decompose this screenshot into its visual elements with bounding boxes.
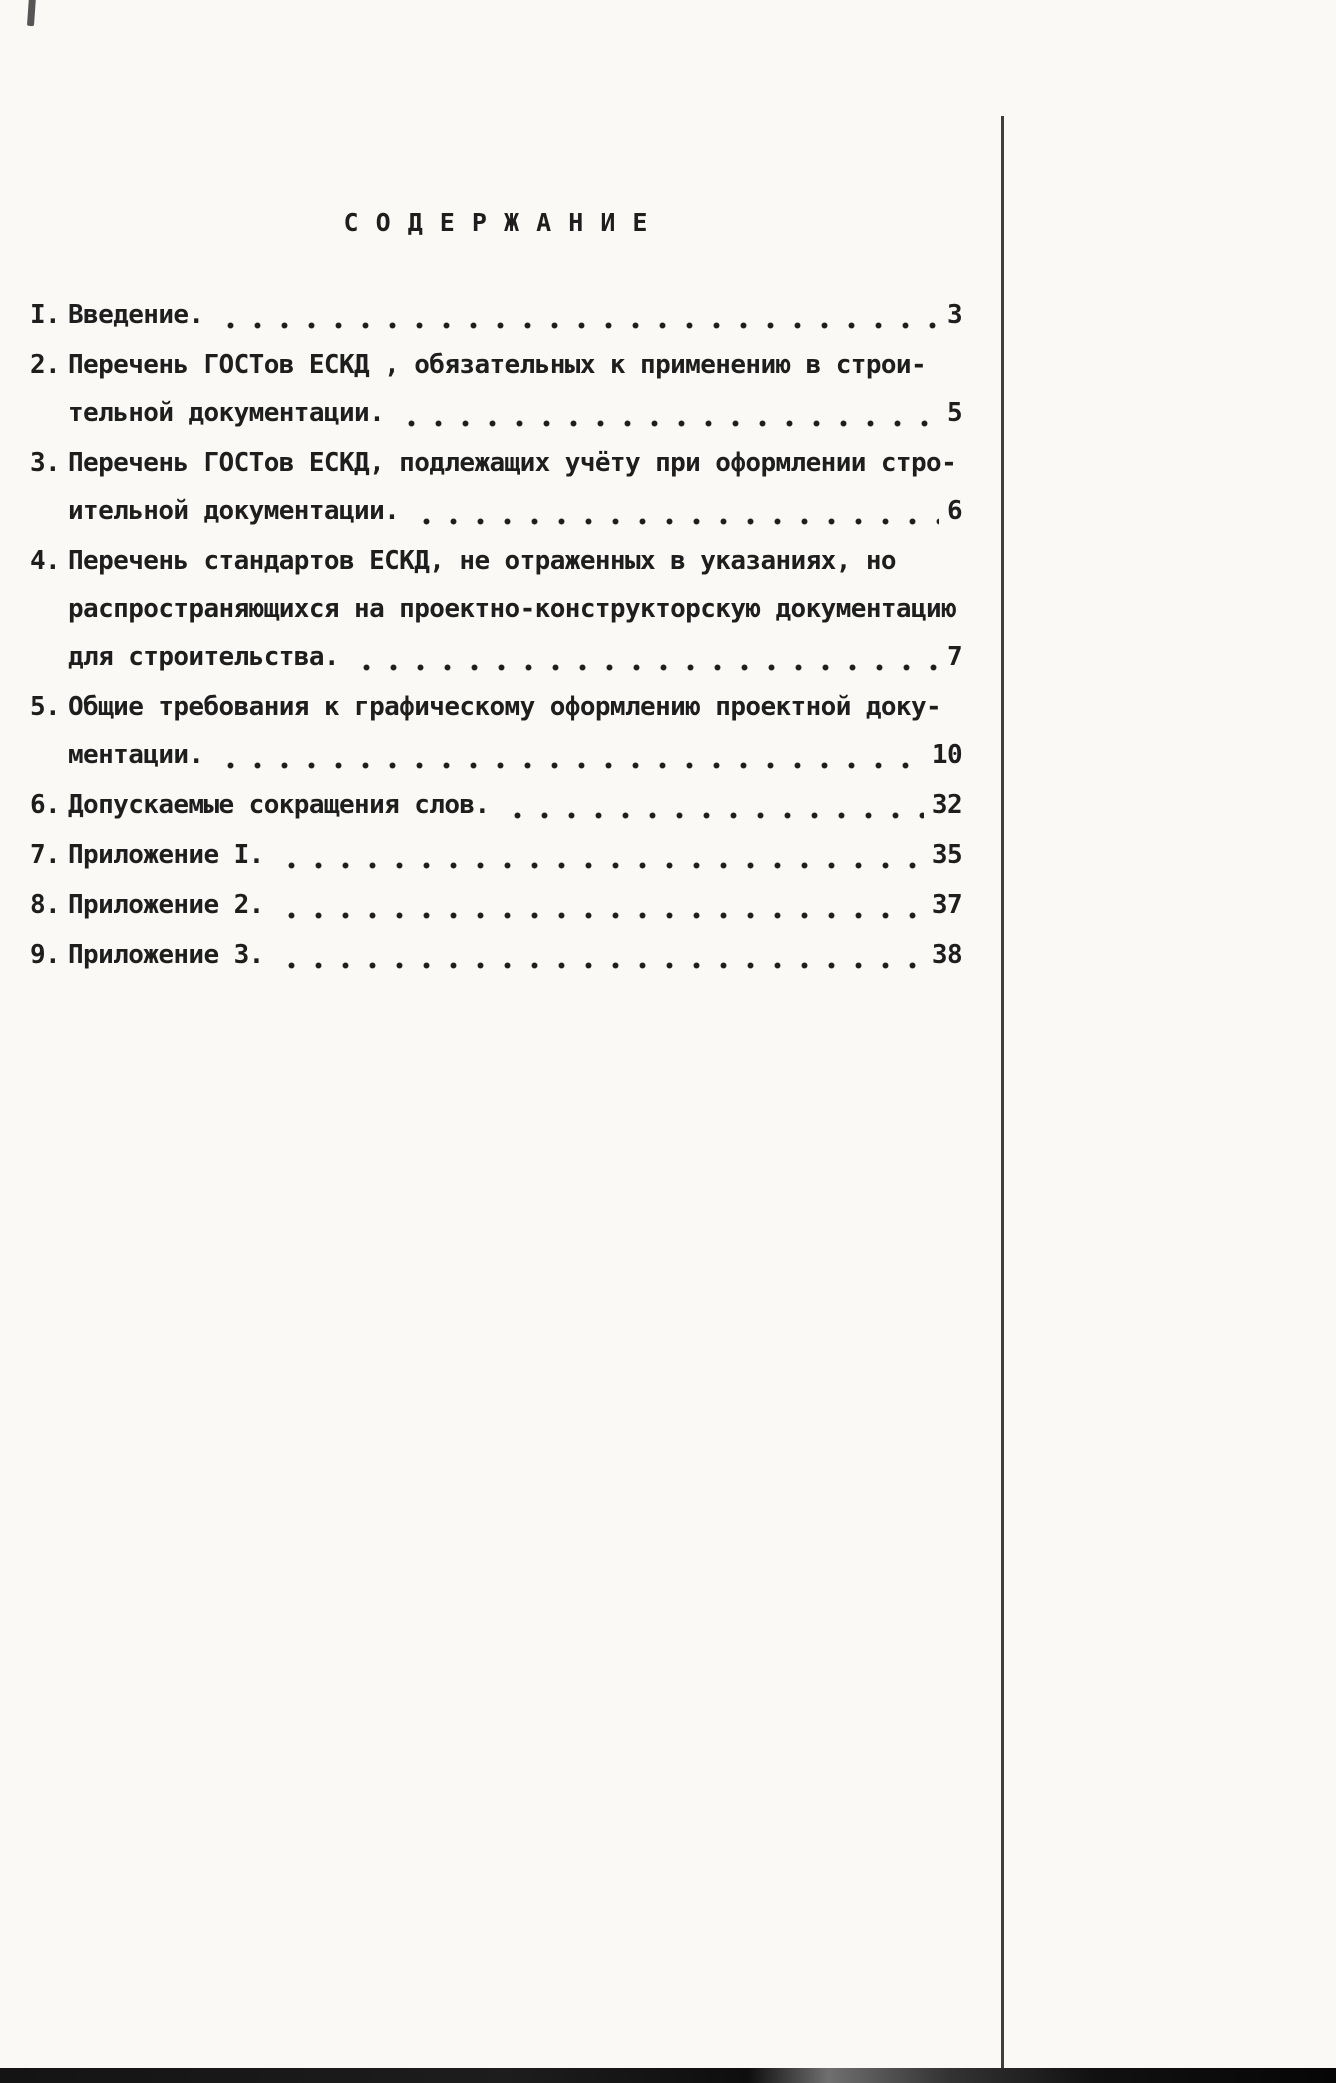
toc-item-text: Допускаемые сокращения слов. bbox=[68, 790, 490, 820]
toc-item-number: 6. bbox=[30, 790, 61, 820]
toc-page-number: 35 bbox=[931, 840, 962, 870]
toc-line bbox=[30, 439, 962, 487]
scan-artifact-bottom-edge bbox=[0, 2068, 1336, 2083]
toc-item bbox=[30, 781, 962, 829]
toc-item bbox=[30, 831, 962, 879]
toc-item bbox=[30, 537, 962, 681]
toc-item-text: Перечень ГОСТов ЕСКД , обязательных к применению в строи- bbox=[68, 350, 927, 380]
toc-line bbox=[30, 831, 962, 879]
toc-content bbox=[30, 208, 962, 981]
dot-leader bbox=[213, 731, 923, 779]
page-title: С О Д Е Р Ж А Н И Е bbox=[343, 208, 649, 237]
dot-leader bbox=[349, 633, 939, 681]
scan-artifact-top-left bbox=[27, 0, 36, 26]
toc-line bbox=[30, 487, 962, 535]
toc-item-number: 4. bbox=[30, 546, 61, 576]
toc-item-number: 5. bbox=[30, 692, 61, 722]
toc-list bbox=[30, 291, 962, 979]
toc-item-text: Приложение 2. bbox=[68, 890, 264, 920]
toc-page-number: 7 bbox=[946, 642, 962, 672]
dot-leader bbox=[394, 389, 939, 437]
toc-item-text: ментации. bbox=[68, 740, 204, 770]
dot-leader bbox=[274, 931, 924, 979]
toc-page-number: 5 bbox=[946, 398, 962, 428]
toc-line bbox=[30, 633, 962, 681]
toc-line bbox=[30, 931, 962, 979]
toc-item-number: 7. bbox=[30, 840, 61, 870]
toc-page-number: 3 bbox=[946, 300, 962, 330]
toc-item-text: Перечень ГОСТов ЕСКД, подлежащих учёту при оформлении стро- bbox=[68, 448, 957, 478]
toc-item-number: 9. bbox=[30, 940, 61, 970]
toc-item-text: Приложение 3. bbox=[68, 940, 264, 970]
dot-leader bbox=[213, 291, 938, 339]
toc-item-text: Перечень стандартов ЕСКД, не отраженных в указаниях, но bbox=[68, 546, 896, 576]
toc-line bbox=[30, 389, 962, 437]
toc-page-number: 37 bbox=[931, 890, 962, 920]
toc-item-text: Приложение I. bbox=[68, 840, 264, 870]
toc-item-text: для строительства. bbox=[68, 642, 339, 672]
toc-item-number: 2. bbox=[30, 350, 61, 380]
toc-line bbox=[30, 683, 962, 731]
toc-item bbox=[30, 439, 962, 535]
toc-item bbox=[30, 931, 962, 979]
toc-line bbox=[30, 585, 962, 633]
toc-line bbox=[30, 291, 962, 339]
toc-line bbox=[30, 881, 962, 929]
toc-item-text: тельной документации. bbox=[68, 398, 385, 428]
toc-page-number: 38 bbox=[931, 940, 962, 970]
toc-item bbox=[30, 341, 962, 437]
dot-leader bbox=[409, 487, 939, 535]
dot-leader bbox=[274, 881, 924, 929]
toc-item-text: Введение. bbox=[68, 300, 204, 330]
toc-item-number: 3. bbox=[30, 448, 61, 478]
toc-line bbox=[30, 341, 962, 389]
dot-leader bbox=[274, 831, 924, 879]
toc-item-number: 8. bbox=[30, 890, 61, 920]
toc-item-number: I. bbox=[30, 300, 61, 330]
toc-item bbox=[30, 683, 962, 779]
toc-item-text: распространяющихся на проектно-конструкторскую документацию bbox=[68, 594, 957, 624]
toc-item bbox=[30, 291, 962, 339]
toc-line bbox=[30, 781, 962, 829]
dot-leader bbox=[500, 781, 924, 829]
toc-page-number: 10 bbox=[931, 740, 962, 770]
toc-item-text: ительной документации. bbox=[68, 496, 400, 526]
toc-line bbox=[30, 731, 962, 779]
toc-item-text: Общие требования к графическому оформлению проектной доку- bbox=[68, 692, 942, 722]
toc-item bbox=[30, 881, 962, 929]
toc-page-number: 6 bbox=[946, 496, 962, 526]
scan-artifact-right-line bbox=[1001, 116, 1004, 2072]
toc-line bbox=[30, 537, 962, 585]
toc-page-number: 32 bbox=[931, 790, 962, 820]
